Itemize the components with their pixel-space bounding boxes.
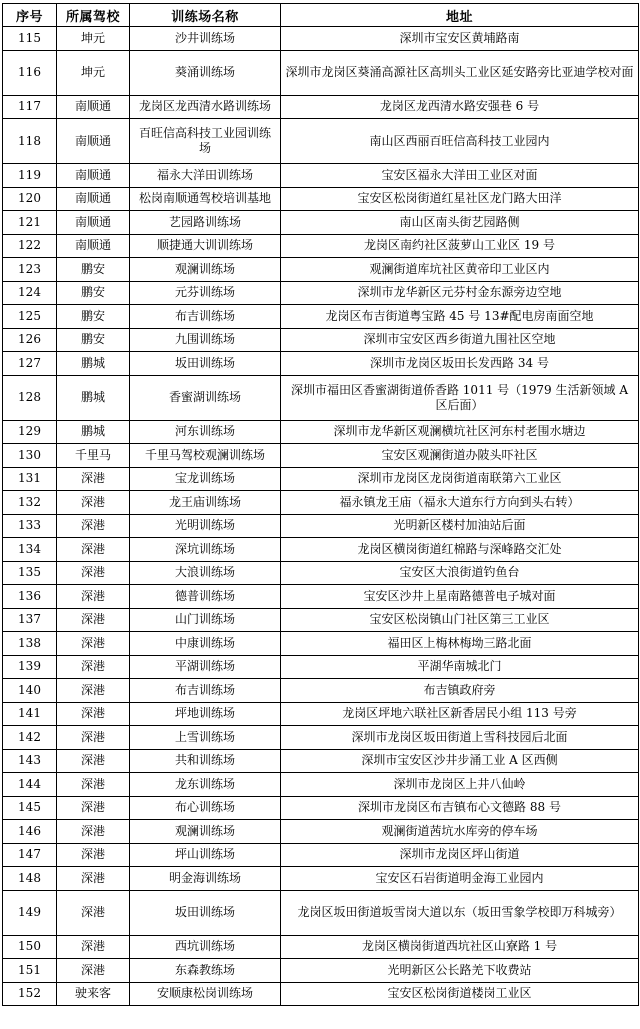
table-row [3,375,639,420]
cell-field-name: 中康训练场 [130,632,281,656]
cell-serial-no: 140 [3,679,57,703]
table-row [3,328,639,352]
cell-address: 龙岗区布吉街道粤宝路 45 号 13#配电房南面空地 [281,305,639,329]
cell-field-name: 西坑训练场 [130,935,281,959]
cell-driving-school: 深港 [57,608,130,632]
cell-field-name: 深坑训练场 [130,538,281,562]
table-row [3,234,639,258]
cell-driving-school: 千里马 [57,444,130,468]
cell-field-name: 宝龙训练场 [130,467,281,491]
cell-driving-school: 南顺通 [57,95,130,119]
cell-address: 宝安区松岗街道楼岗工业区 [281,982,639,1006]
cell-driving-school: 深港 [57,773,130,797]
cell-driving-school: 深港 [57,702,130,726]
cell-field-name: 龙岗区龙西清水路训练场 [130,95,281,119]
cell-field-name: 沙井训练场 [130,27,281,51]
cell-driving-school: 坤元 [57,50,130,95]
table-row [3,467,639,491]
cell-field-name: 葵涌训练场 [130,50,281,95]
cell-field-name: 观澜训练场 [130,258,281,282]
cell-driving-school: 深港 [57,585,130,609]
table-row [3,749,639,773]
cell-address: 福永镇龙王庙（福永大道东行方向到头右转） [281,491,639,515]
cell-serial-no: 117 [3,95,57,119]
cell-address: 龙岗区横岗街道红棉路与深峰路交汇处 [281,538,639,562]
cell-address: 宝安区松岗街道红星社区龙门路大田洋 [281,187,639,211]
cell-serial-no: 128 [3,375,57,420]
table-row [3,702,639,726]
table-row [3,95,639,119]
cell-address: 龙岗区横岗街道西坑社区山寮路 1 号 [281,935,639,959]
cell-field-name: 观澜训练场 [130,820,281,844]
cell-driving-school: 鹏城 [57,420,130,444]
table-row [3,655,639,679]
cell-address: 深圳市龙华新区观澜横坑社区河东村老围水塘边 [281,420,639,444]
cell-driving-school: 深港 [57,467,130,491]
cell-serial-no: 135 [3,561,57,585]
table-row [3,444,639,468]
cell-field-name: 顺捷通大训训练场 [130,234,281,258]
cell-field-name: 香蜜湖训练场 [130,375,281,420]
table-row [3,608,639,632]
cell-serial-no: 131 [3,467,57,491]
cell-address: 深圳市宝安区西乡街道九围社区空地 [281,328,639,352]
cell-driving-school: 南顺通 [57,119,130,164]
cell-driving-school: 南顺通 [57,164,130,188]
cell-field-name: 河东训练场 [130,420,281,444]
header-address: 地址 [281,4,639,27]
cell-driving-school: 深港 [57,959,130,983]
cell-field-name: 九围训练场 [130,328,281,352]
cell-serial-no: 143 [3,749,57,773]
cell-field-name: 布心训练场 [130,796,281,820]
cell-address: 深圳市宝安区黄埔路南 [281,27,639,51]
cell-serial-no: 125 [3,305,57,329]
cell-field-name: 百旺信高科技工业园训练场 [130,119,281,164]
cell-field-name: 山门训练场 [130,608,281,632]
cell-field-name: 安顺康松岗训练场 [130,982,281,1006]
table-row [3,796,639,820]
cell-field-name: 光明训练场 [130,514,281,538]
cell-address: 南山区西丽百旺信高科技工业园内 [281,119,639,164]
cell-address: 宝安区石岩街道明金海工业园内 [281,867,639,891]
cell-address: 深圳市龙华新区元芬村金东源旁边空地 [281,281,639,305]
cell-driving-school: 鹏安 [57,305,130,329]
cell-address: 观澜街道茜坑水库旁的停车场 [281,820,639,844]
cell-driving-school: 深港 [57,935,130,959]
cell-serial-no: 136 [3,585,57,609]
cell-address: 龙岗区龙西清水路安强巷 6 号 [281,95,639,119]
cell-field-name: 布吉训练场 [130,679,281,703]
table-row [3,27,639,51]
cell-field-name: 元芬训练场 [130,281,281,305]
cell-driving-school: 鹏城 [57,352,130,376]
cell-driving-school: 鹏城 [57,375,130,420]
table-row [3,726,639,750]
cell-address: 宝安区大浪街道钓鱼台 [281,561,639,585]
cell-driving-school: 坤元 [57,27,130,51]
table-row [3,585,639,609]
header-serial-no: 序号 [3,4,57,27]
cell-address: 深圳市龙岗区坪山街道 [281,843,639,867]
cell-serial-no: 144 [3,773,57,797]
table-row [3,164,639,188]
cell-address: 深圳市龙岗区葵涌高源社区高圳头工业区延安路旁比亚迪学校对面 [281,50,639,95]
cell-driving-school: 深港 [57,867,130,891]
cell-address: 深圳市龙岗区上井八仙岭 [281,773,639,797]
table-row [3,352,639,376]
cell-serial-no: 122 [3,234,57,258]
cell-field-name: 坂田训练场 [130,890,281,935]
table-row [3,187,639,211]
table-row [3,679,639,703]
table-row [3,820,639,844]
cell-field-name: 松岗南顺通驾校培训基地 [130,187,281,211]
cell-serial-no: 150 [3,935,57,959]
cell-address: 龙岗区南约社区菠萝山工业区 19 号 [281,234,639,258]
table-row [3,538,639,562]
cell-serial-no: 138 [3,632,57,656]
cell-address: 深圳市龙岗区坂田街道上雪科技园后北面 [281,726,639,750]
table-row [3,281,639,305]
cell-driving-school: 深港 [57,491,130,515]
cell-address: 宝安区福永大洋田工业区对面 [281,164,639,188]
table-row [3,982,639,1006]
cell-field-name: 明金海训练场 [130,867,281,891]
cell-driving-school: 深港 [57,514,130,538]
cell-serial-no: 137 [3,608,57,632]
cell-driving-school: 驶来客 [57,982,130,1006]
cell-address: 光明新区楼村加油站后面 [281,514,639,538]
cell-driving-school: 深港 [57,655,130,679]
table-row [3,211,639,235]
cell-field-name: 坂田训练场 [130,352,281,376]
table-row [3,119,639,164]
table-row [3,632,639,656]
cell-field-name: 坪山训练场 [130,843,281,867]
cell-serial-no: 147 [3,843,57,867]
cell-serial-no: 134 [3,538,57,562]
cell-serial-no: 130 [3,444,57,468]
cell-field-name: 福永大洋田训练场 [130,164,281,188]
cell-field-name: 龙王庙训练场 [130,491,281,515]
cell-driving-school: 鹏安 [57,328,130,352]
table-row [3,561,639,585]
cell-driving-school: 深港 [57,679,130,703]
cell-serial-no: 142 [3,726,57,750]
cell-serial-no: 126 [3,328,57,352]
table-row [3,890,639,935]
table-header-row [3,4,639,27]
cell-address: 宝安区观澜街道办陂头吓社区 [281,444,639,468]
cell-driving-school: 深港 [57,561,130,585]
table-row [3,50,639,95]
cell-field-name: 布吉训练场 [130,305,281,329]
cell-serial-no: 118 [3,119,57,164]
cell-driving-school: 鹏安 [57,281,130,305]
cell-field-name: 大浪训练场 [130,561,281,585]
cell-address: 南山区南头街艺园路侧 [281,211,639,235]
cell-serial-no: 121 [3,211,57,235]
cell-driving-school: 南顺通 [57,187,130,211]
cell-driving-school: 深港 [57,538,130,562]
cell-address: 深圳市宝安区沙井步涌工业 A 区西侧 [281,749,639,773]
cell-field-name: 平湖训练场 [130,655,281,679]
table-row [3,258,639,282]
cell-address: 深圳市福田区香蜜湖街道侨香路 1011 号（1979 生活新领域 A 区后面） [281,375,639,420]
cell-field-name: 上雪训练场 [130,726,281,750]
cell-driving-school: 鹏安 [57,258,130,282]
table-row [3,491,639,515]
cell-field-name: 艺园路训练场 [130,211,281,235]
cell-field-name: 坪地训练场 [130,702,281,726]
cell-address: 龙岗区坂田街道坂雪岗大道以东（坂田雪象学校即万科城旁） [281,890,639,935]
cell-serial-no: 123 [3,258,57,282]
cell-serial-no: 146 [3,820,57,844]
cell-address: 深圳市龙岗区坂田长发西路 34 号 [281,352,639,376]
table-row [3,843,639,867]
table-row [3,514,639,538]
cell-serial-no: 148 [3,867,57,891]
cell-serial-no: 141 [3,702,57,726]
cell-serial-no: 132 [3,491,57,515]
cell-address: 宝安区沙井上星南路德普电子城对面 [281,585,639,609]
cell-address: 深圳市龙岗区布吉镇布心文德路 88 号 [281,796,639,820]
cell-field-name: 共和训练场 [130,749,281,773]
cell-address: 龙岗区坪地六联社区新香居民小组 113 号旁 [281,702,639,726]
cell-field-name: 东森教练场 [130,959,281,983]
cell-serial-no: 115 [3,27,57,51]
cell-serial-no: 129 [3,420,57,444]
cell-serial-no: 151 [3,959,57,983]
table-row [3,773,639,797]
cell-address: 布吉镇政府旁 [281,679,639,703]
table-row [3,867,639,891]
cell-driving-school: 深港 [57,843,130,867]
table-row [3,420,639,444]
cell-address: 光明新区公长路羌下收费站 [281,959,639,983]
cell-serial-no: 127 [3,352,57,376]
header-field-name: 训练场名称 [130,4,281,27]
cell-serial-no: 124 [3,281,57,305]
cell-serial-no: 133 [3,514,57,538]
cell-driving-school: 南顺通 [57,211,130,235]
table-row [3,935,639,959]
training-field-table [2,3,639,1006]
cell-serial-no: 119 [3,164,57,188]
cell-driving-school: 深港 [57,726,130,750]
cell-field-name: 千里马驾校观澜训练场 [130,444,281,468]
cell-address: 平湖华南城北门 [281,655,639,679]
cell-address: 深圳市龙岗区龙岗街道南联第六工业区 [281,467,639,491]
cell-serial-no: 145 [3,796,57,820]
cell-driving-school: 深港 [57,632,130,656]
cell-serial-no: 120 [3,187,57,211]
cell-driving-school: 深港 [57,749,130,773]
cell-driving-school: 深港 [57,890,130,935]
table-row [3,305,639,329]
header-driving-school: 所属驾校 [57,4,130,27]
cell-serial-no: 116 [3,50,57,95]
table-row [3,959,639,983]
cell-driving-school: 深港 [57,796,130,820]
cell-address: 观澜街道库坑社区黄帝印工业区内 [281,258,639,282]
cell-field-name: 德普训练场 [130,585,281,609]
cell-serial-no: 139 [3,655,57,679]
cell-address: 福田区上梅林梅坳三路北面 [281,632,639,656]
cell-driving-school: 深港 [57,820,130,844]
cell-field-name: 龙东训练场 [130,773,281,797]
cell-serial-no: 152 [3,982,57,1006]
cell-address: 宝安区松岗镇山门社区第三工业区 [281,608,639,632]
cell-serial-no: 149 [3,890,57,935]
cell-driving-school: 南顺通 [57,234,130,258]
